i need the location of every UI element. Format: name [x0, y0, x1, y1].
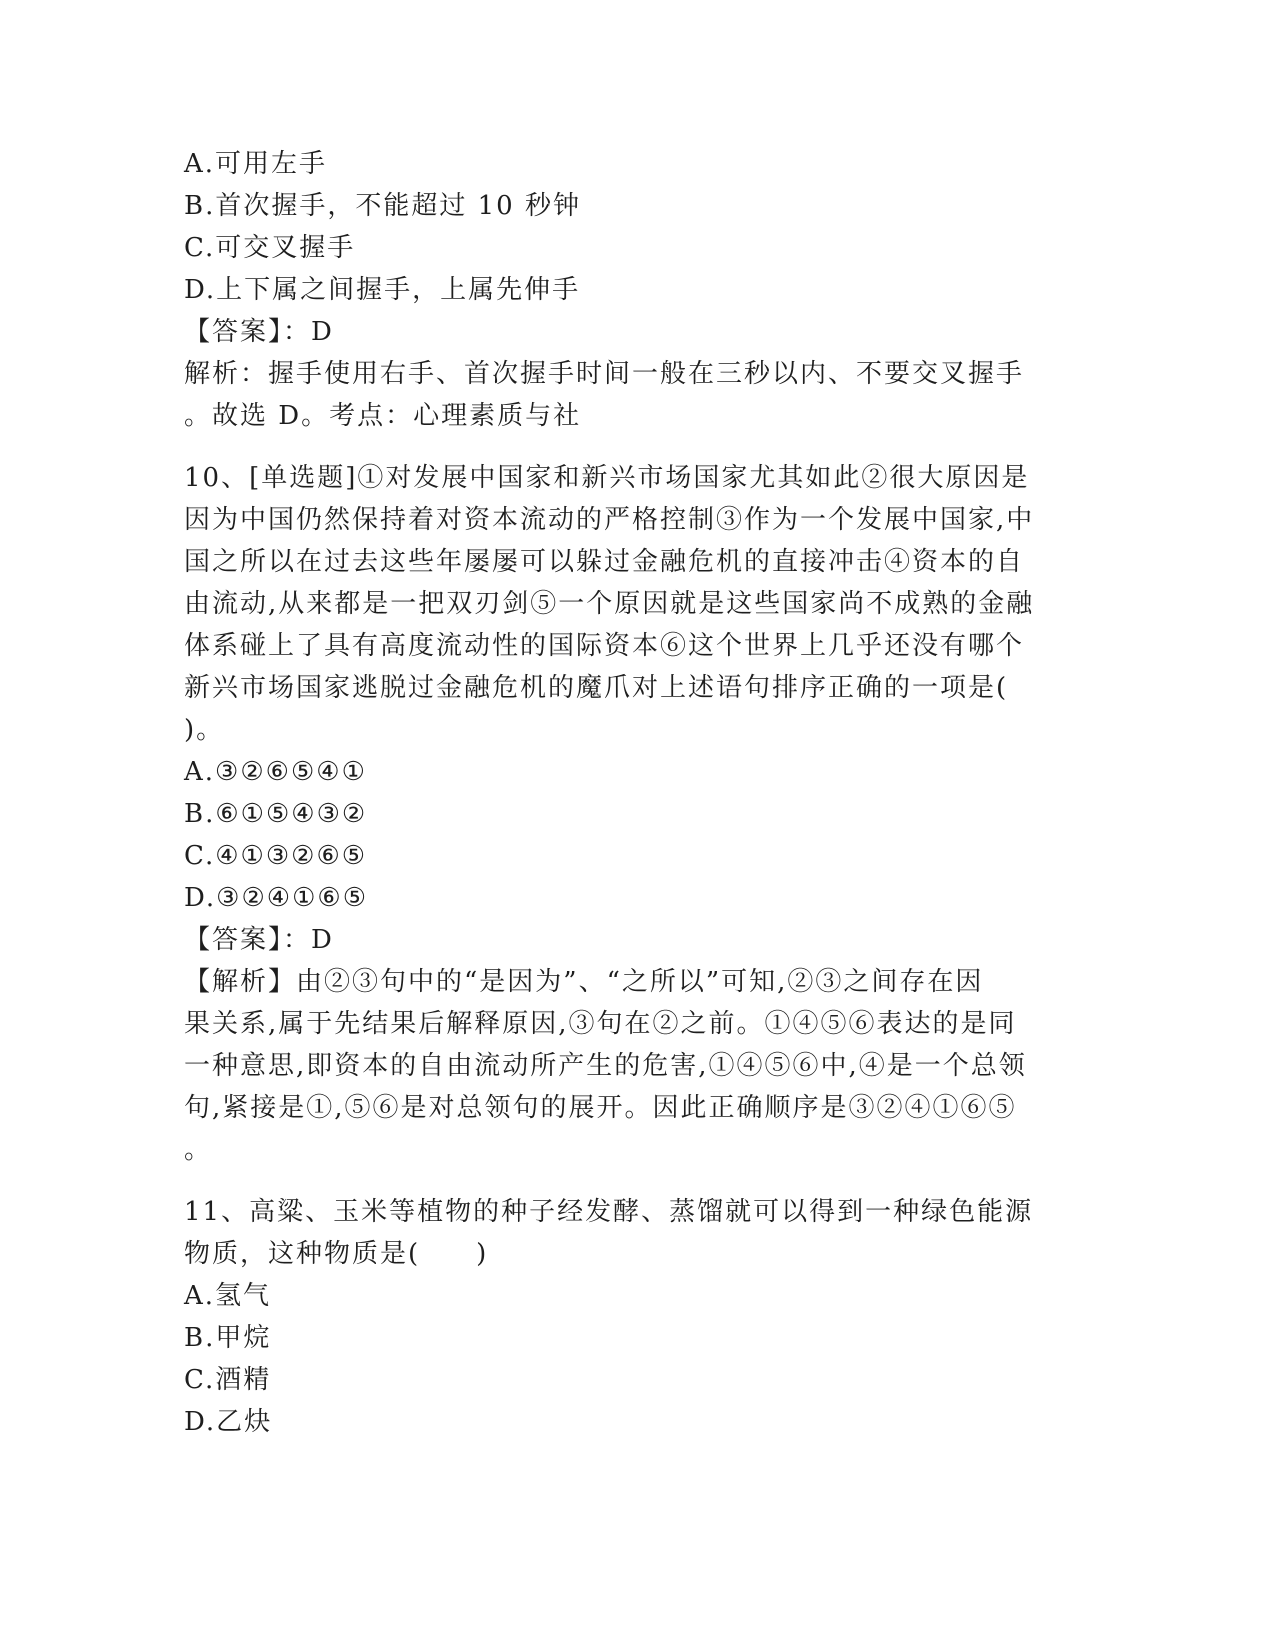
- question-10: [184, 457, 1084, 1171]
- option-c: C.可交叉握手: [184, 233, 356, 263]
- question-text-line: 国之所以在过去这些年屡屡可以躲过金融危机的直接冲击④资本的自: [184, 547, 1025, 577]
- analysis-line: 。故选 D。考点：心理素质与社: [184, 401, 582, 431]
- option-a: A.可用左手: [184, 149, 328, 179]
- option-d: D.③②④①⑥⑤: [184, 883, 369, 913]
- question-9: [184, 143, 1084, 437]
- question-text-line: 由流动,从来都是一把双刃剑⑤一个原因就是这些国家尚不成熟的金融: [184, 589, 1035, 619]
- question-text-line: 10、[单选题]①对发展中国家和新兴市场国家尤其如此②很大原因是: [184, 463, 1030, 493]
- option-c: C.酒精: [184, 1365, 272, 1395]
- document-content: [184, 143, 1084, 1443]
- option-b: B.首次握手，不能超过 10 秒钟: [184, 191, 581, 221]
- analysis-line: 【解析】由②③句中的“是因为”、“之所以”可知,②③之间存在因: [184, 967, 984, 997]
- analysis-line: 句,紧接是①,⑤⑥是对总领句的展开。因此正确顺序是③②④①⑥⑤: [184, 1093, 1017, 1123]
- option-b: B.甲烷: [184, 1323, 272, 1353]
- option-a: A.③②⑥⑤④①: [184, 757, 367, 787]
- option-d: D.乙炔: [184, 1407, 273, 1437]
- option-d: D.上下属之间握手，上属先伸手: [184, 275, 581, 305]
- question-11: [184, 1191, 1084, 1443]
- analysis-line: 。: [184, 1135, 213, 1165]
- option-c: C.④①③②⑥⑤: [184, 841, 368, 871]
- question-text-line: 体系碰上了具有高度流动性的国际资本⑥这个世界上几乎还没有哪个: [184, 631, 1025, 661]
- question-text-line: 11、高粱、玉米等植物的种子经发酵、蒸馏就可以得到一种绿色能源: [184, 1197, 1034, 1227]
- question-text-line: 新兴市场国家逃脱过金融危机的魔爪对上述语句排序正确的一项是(: [184, 673, 1009, 703]
- question-text-line: 因为中国仍然保持着对资本流动的严格控制③作为一个发展中国家,中: [184, 505, 1035, 535]
- analysis-line: 一种意思,即资本的自由流动所产生的危害,①④⑤⑥中,④是一个总领: [184, 1051, 1027, 1081]
- analysis-line: 解析：握手使用右手、首次握手时间一般在三秒以内、不要交叉握手: [184, 359, 1025, 389]
- answer: 【答案】：D: [184, 925, 334, 955]
- option-b: B.⑥①⑤④③②: [184, 799, 368, 829]
- answer: 【答案】：D: [184, 317, 334, 347]
- question-text-line: )。: [184, 715, 225, 745]
- option-a: A.氢气: [184, 1281, 272, 1311]
- analysis-line: 果关系,属于先结果后解释原因,③句在②之前。①④⑤⑥表达的是同: [184, 1009, 1017, 1039]
- question-text-line: 物质，这种物质是( ): [184, 1239, 489, 1269]
